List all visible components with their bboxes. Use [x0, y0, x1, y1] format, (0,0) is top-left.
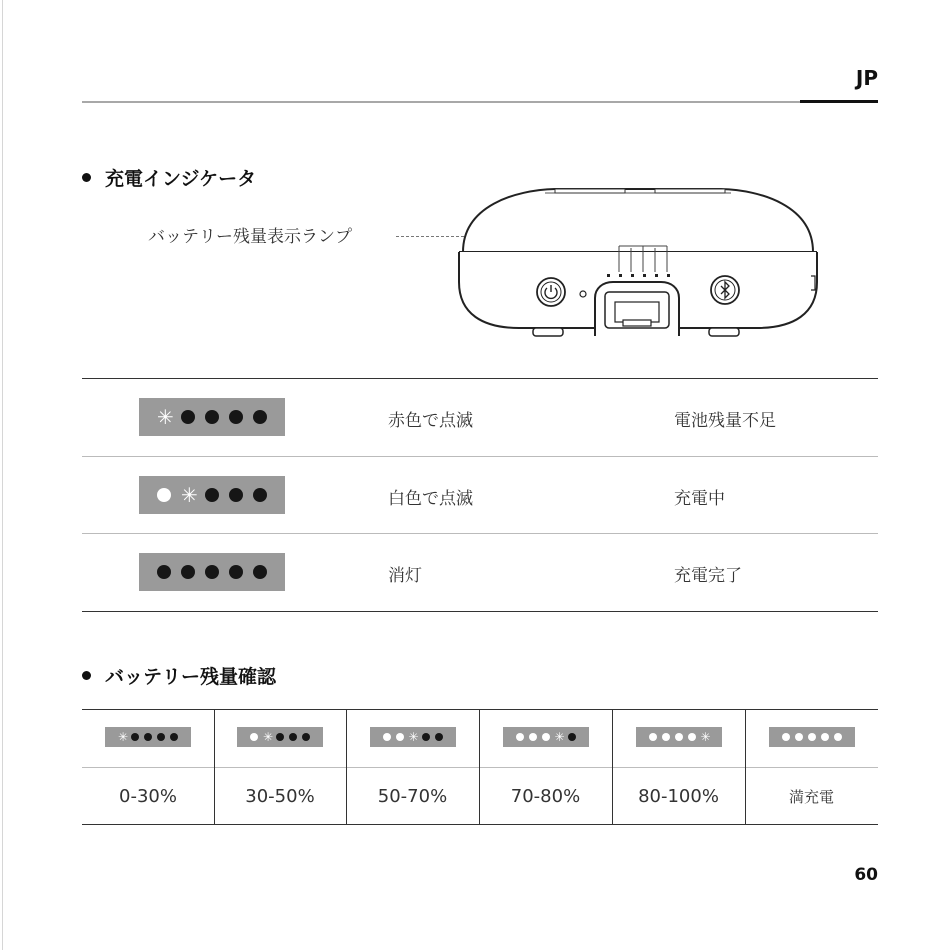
level-led-pattern	[769, 727, 855, 747]
page-edge-rule	[2, 0, 3, 950]
charging-case-illustration	[455, 186, 821, 352]
blink-star-icon: ✳	[700, 730, 711, 744]
blink-star-icon: ✳	[181, 483, 198, 507]
led-dot-icon	[276, 733, 284, 741]
section-title-text: バッテリー残量確認	[105, 666, 277, 688]
level-led-pattern	[105, 727, 191, 747]
indicator-state: 消灯	[388, 566, 422, 586]
led-dot-icon	[157, 565, 171, 579]
led-dot-icon	[422, 733, 430, 741]
led-dot-icon	[568, 733, 576, 741]
led-on-dot-icon	[383, 733, 391, 741]
section-title-charging-indicator	[82, 164, 256, 191]
section-title-text: 充電インジケータ	[105, 168, 257, 190]
led-on-dot-icon	[821, 733, 829, 741]
bullet-icon	[82, 173, 91, 182]
indicator-state: 赤色で点滅	[388, 411, 473, 431]
led-on-dot-icon	[808, 733, 816, 741]
led-on-dot-icon	[529, 733, 537, 741]
led-4	[643, 274, 646, 277]
level-table-bottom-rule	[82, 824, 878, 825]
led-6	[667, 274, 670, 277]
led-dot-icon	[253, 565, 267, 579]
led-dot-icon	[181, 410, 195, 424]
led-on-dot-icon	[649, 733, 657, 741]
indicator-meaning: 電池残量不足	[674, 411, 776, 431]
led-dot-icon	[157, 733, 165, 741]
battery-lamp-callout: バッテリー残量表示ランプ	[148, 227, 352, 247]
led-dot-icon	[181, 565, 195, 579]
table-top-rule	[82, 378, 878, 379]
page-number: 60	[854, 865, 878, 885]
led-dot-icon	[205, 488, 219, 502]
led-dot-icon	[205, 410, 219, 424]
led-2	[619, 274, 622, 277]
table-row-divider	[82, 533, 878, 534]
level-table-top-rule	[82, 709, 878, 710]
led-dot-icon	[229, 410, 243, 424]
led-on-dot-icon	[157, 488, 171, 502]
indicator-meaning: 充電中	[674, 489, 725, 509]
led-dot-icon	[229, 565, 243, 579]
level-range-label: 80-100%	[638, 785, 719, 807]
table-bottom-rule	[82, 611, 878, 612]
led-1	[607, 274, 610, 277]
led-dot-icon	[289, 733, 297, 741]
level-range-label: 70-80%	[510, 785, 581, 807]
level-range-label: 満充電	[788, 787, 834, 806]
level-led-pattern	[370, 727, 456, 747]
led-on-dot-icon	[834, 733, 842, 741]
led-dot-icon	[229, 488, 243, 502]
level-range-label: 30-50%	[245, 785, 315, 807]
led-dot-icon	[302, 733, 310, 741]
led-dot-icon	[144, 733, 152, 741]
language-label: JP	[855, 66, 878, 90]
led-5	[655, 274, 658, 277]
led-dot-icon	[205, 565, 219, 579]
table-row-divider	[82, 456, 878, 457]
level-range-label: 50-70%	[377, 785, 448, 807]
level-led-pattern	[636, 727, 722, 747]
led-pattern	[139, 398, 285, 436]
led-dot-icon	[131, 733, 139, 741]
blink-star-icon: ✳	[263, 730, 274, 744]
power-icon	[537, 278, 565, 306]
led-on-dot-icon	[662, 733, 670, 741]
led-on-dot-icon	[542, 733, 550, 741]
bullet-icon	[82, 671, 91, 680]
led-on-dot-icon	[250, 733, 258, 741]
led-3	[631, 274, 634, 277]
led-dot-icon	[170, 733, 178, 741]
bluetooth-icon	[711, 276, 739, 304]
led-dot-icon	[253, 488, 267, 502]
blink-star-icon: ✳	[554, 730, 565, 744]
level-range-label: 0-30%	[119, 785, 177, 807]
led-on-dot-icon	[795, 733, 803, 741]
indicator-meaning: 充電完了	[674, 566, 742, 586]
led-on-dot-icon	[675, 733, 683, 741]
led-pattern	[139, 553, 285, 591]
level-led-pattern	[237, 727, 323, 747]
blink-star-icon: ✳	[157, 405, 174, 429]
section-title-battery-level	[82, 662, 276, 689]
blink-star-icon: ✳	[118, 730, 129, 744]
header-rule-accent	[800, 100, 878, 103]
led-dot-icon	[435, 733, 443, 741]
indicator-state: 白色で点滅	[388, 489, 473, 509]
led-on-dot-icon	[782, 733, 790, 741]
led-dot-icon	[253, 410, 267, 424]
led-pattern	[139, 476, 285, 514]
led-on-dot-icon	[516, 733, 524, 741]
header-rule	[82, 101, 878, 103]
blink-star-icon: ✳	[408, 730, 419, 744]
led-on-dot-icon	[396, 733, 404, 741]
led-on-dot-icon	[688, 733, 696, 741]
level-led-pattern	[503, 727, 589, 747]
